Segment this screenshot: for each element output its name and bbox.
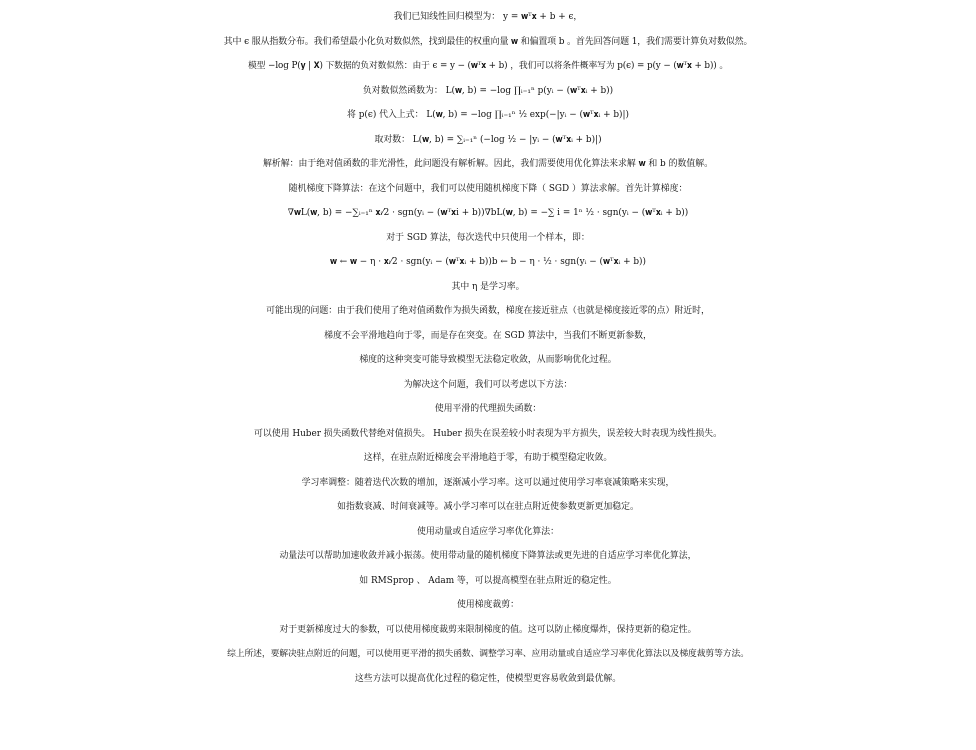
equation-line: 负对数似然函数为： L(𝐰, b) = −log ∏ᵢ₌₁ⁿ p(yᵢ − (𝐰ᵀ𝐱ᵢ + b)) bbox=[362, 85, 614, 96]
text-line: 这些方法可以提高优化过程的稳定性，使模型更容易收敛到最优解。 bbox=[354, 673, 622, 684]
text-line: 对于 SGD 算法，每次迭代中只使用一个样本，即： bbox=[386, 232, 590, 243]
section-heading: 使用平滑的代理损失函数： bbox=[434, 404, 542, 414]
document-body bbox=[0, 5, 976, 691]
text-line: 这样，在驻点附近梯度会平滑地趋于零，有助于模型稳定收敛。 bbox=[363, 453, 613, 463]
text-line: 如 RMSprop 、 Adam 等，可以提高模型在驻点附近的稳定性。 bbox=[359, 575, 617, 586]
equation-line: 将 p(ϵ) 代入上式： L(𝐰, b) = −log ∏ᵢ₌₁ⁿ ½ exp(−|yᵢ − (𝐰ᵀ𝐱ᵢ + b)|) bbox=[347, 110, 629, 120]
text-line: 动量法可以帮助加速收敛并减小振荡。使用带动量的随机梯度下降算法或更先进的自适应学习率优化算法， bbox=[279, 551, 697, 561]
text-line: 对于更新梯度过大的参数，可以使用梯度裁剪来限制梯度的值。这可以防止梯度爆炸，保持更新的稳定性。 bbox=[279, 624, 697, 635]
text-line: 综上所述，要解决驻点附近的问题，可以使用更平滑的损失函数、调整学习率、应用动量或自适应学习率优化算法以及梯度裁剪等方法。 bbox=[227, 649, 749, 659]
text-line: 我们已知线性回归模型为： y = 𝐰ᵀ𝐱 + b + ϵ， bbox=[393, 12, 583, 22]
text-line: 学习率调整：随着迭代次数的增加，逐渐减小学习率。这可以通过使用学习率衰减策略来实现， bbox=[301, 477, 675, 488]
text-line: 其中 η 是学习率。 bbox=[451, 281, 525, 292]
text-line: 其中 ϵ 服从指数分布。我们希望最小化负对数似然，找到最佳的权重向量 𝐰 和偏置项 b 。首先回答问题 1，我们需要计算负对数似然。 bbox=[223, 36, 753, 47]
text-line: 可能出现的问题：由于我们使用了绝对值函数作为损失函数，梯度在接近驻点（也就是梯度接近零的点）附近时， bbox=[266, 306, 710, 316]
text-line: 为解决这个问题，我们可以考虑以下方法： bbox=[403, 379, 573, 390]
text-line: 解析解：由于绝对值函数的非光滑性，此问题没有解析解。因此，我们需要使用优化算法来求解 𝐰 和 b 的数值解。 bbox=[263, 159, 713, 169]
text-line: 梯度不会平滑地趋向于零，而是存在突变。在 SGD 算法中，当我们不断更新参数， bbox=[324, 330, 652, 341]
text-line: 如指数衰减、时间衰减等。减小学习率可以在驻点附近使参数更新更加稳定。 bbox=[337, 502, 639, 512]
equation-line: 取对数： L(𝐰, b) = ∑ᵢ₌₁ⁿ (−log ½ − |yᵢ − (𝐰ᵀ𝐱ᵢ + b)|) bbox=[374, 134, 602, 145]
section-heading: 使用动量或自适应学习率优化算法： bbox=[417, 526, 559, 537]
text-line: 随机梯度下降算法：在这个问题中，我们可以使用随机梯度下降（ SGD ）算法求解。首先计算梯度： bbox=[288, 183, 688, 194]
section-heading: 使用梯度裁剪： bbox=[456, 600, 520, 610]
text-line: 可以使用 Huber 损失函数代替绝对值损失。 Huber 损失在误差较小时表现为平方损失，误差较大时表现为线性损失。 bbox=[254, 428, 722, 439]
text-line: 模型 −log P(𝐲 | 𝐗) 下数据的负对数似然：由于 ϵ = y − (𝐰ᵀ𝐱 + b) ，我们可以将条件概率写为 p(ϵ) = p(y − (𝐰ᵀ𝐱 + b)) 。 bbox=[247, 61, 729, 71]
equation-line: ∇𝐰L(𝐰, b) = −∑ᵢ₌₁ⁿ 𝐱ᵢ⁄2 · sgn(yᵢ − (𝐰ᵀ𝐱i + b))∇bL(𝐰, b) = −∑ i = 1ⁿ ½ · sgn(yᵢ − (𝐰ᵀ𝐱ᵢ + b)) bbox=[287, 208, 689, 218]
text-line: 梯度的这种突变可能导致模型无法稳定收敛，从而影响优化过程。 bbox=[359, 355, 617, 365]
equation-line: 𝐰 ← 𝐰 − η · 𝐱ᵢ⁄2 · sgn(yᵢ − (𝐰ᵀ𝐱ᵢ + b))b ← b − η · ½ · sgn(yᵢ − (𝐰ᵀ𝐱ᵢ + b)) bbox=[330, 257, 646, 267]
